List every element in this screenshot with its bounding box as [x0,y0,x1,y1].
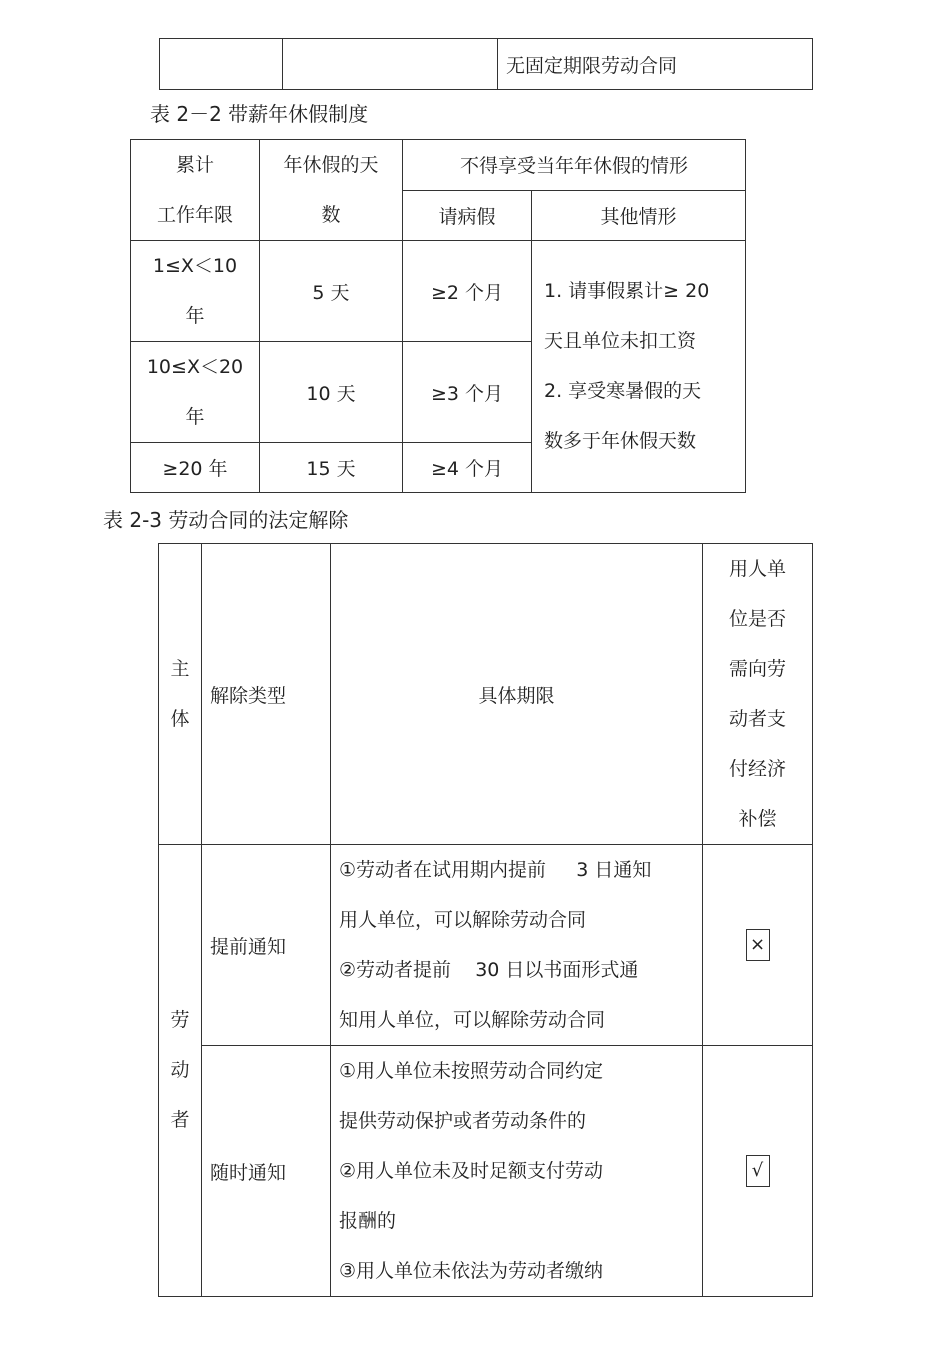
cell-days: 15 天 [260,443,403,493]
cell-type-advance-notice: 提前通知 [202,845,331,1046]
cross-mark-icon: × [746,929,770,961]
continued-table [159,38,813,90]
cell-type-immediate-notice: 随时通知 [202,1046,331,1297]
cell-term-immediate-notice: ①用人单位未按照劳动合同约定 提供劳动保护或者劳动条件的 ②用人单位未及时足额支付劳动 报酬的 ③用人单位未依法为劳动者缴纳 [331,1046,703,1297]
header-specific-term: 具体期限 [331,544,703,845]
cell-empty-a [160,39,283,90]
cell-other-cases: 1. 请事假累计≥ 20 天且单位未扣工资 2. 享受寒暑假的天 数多于年休假天数 [532,241,746,493]
header-subject: 主 体 [159,544,202,845]
header-leave-days: 年休假的天 数 [260,140,403,241]
header-sick-leave: 请病假 [403,190,532,241]
cell-contract-type: 无固定期限劳动合同 [498,39,813,90]
cell-years: 10≤X＜20 年 [131,342,260,443]
cell-compensation-yes [703,1046,813,1297]
table-row [159,1046,813,1297]
contract-termination-table [158,543,813,1297]
cell-sick: ≥4 个月 [403,443,532,493]
table-2-3-caption: 表 2-3 劳动合同的法定解除 [103,508,349,532]
header-excluded-cases: 不得享受当年年休假的情形 [403,140,746,191]
cell-years: 1≤X＜10 年 [131,241,260,342]
cell-sick: ≥2 个月 [403,241,532,342]
check-mark-icon: √ [746,1155,770,1187]
header-other-cases: 其他情形 [532,190,746,241]
table-row [131,241,746,342]
cell-years: ≥20 年 [131,443,260,493]
header-compensation: 用人单 位是否 需向劳 动者支 付经济 补偿 [703,544,813,845]
header-work-years: 累计 工作年限 [131,140,260,241]
cell-term-advance-notice: ①劳动者在试用期内提前 3 日通知 用人单位，可以解除劳动合同 ②劳动者提前 30 日以书面形式通 知用人单位，可以解除劳动合同 [331,845,703,1046]
cell-subject-worker: 劳 动 者 [159,845,202,1297]
cell-days: 5 天 [260,241,403,342]
cell-compensation-no [703,845,813,1046]
table-2-2-caption: 表 2－2 带薪年休假制度 [150,102,369,126]
annual-leave-table [130,139,746,493]
cell-sick: ≥3 个月 [403,342,532,443]
header-termination-type: 解除类型 [202,544,331,845]
cell-empty-b [283,39,498,90]
cell-days: 10 天 [260,342,403,443]
table-row [159,845,813,1046]
